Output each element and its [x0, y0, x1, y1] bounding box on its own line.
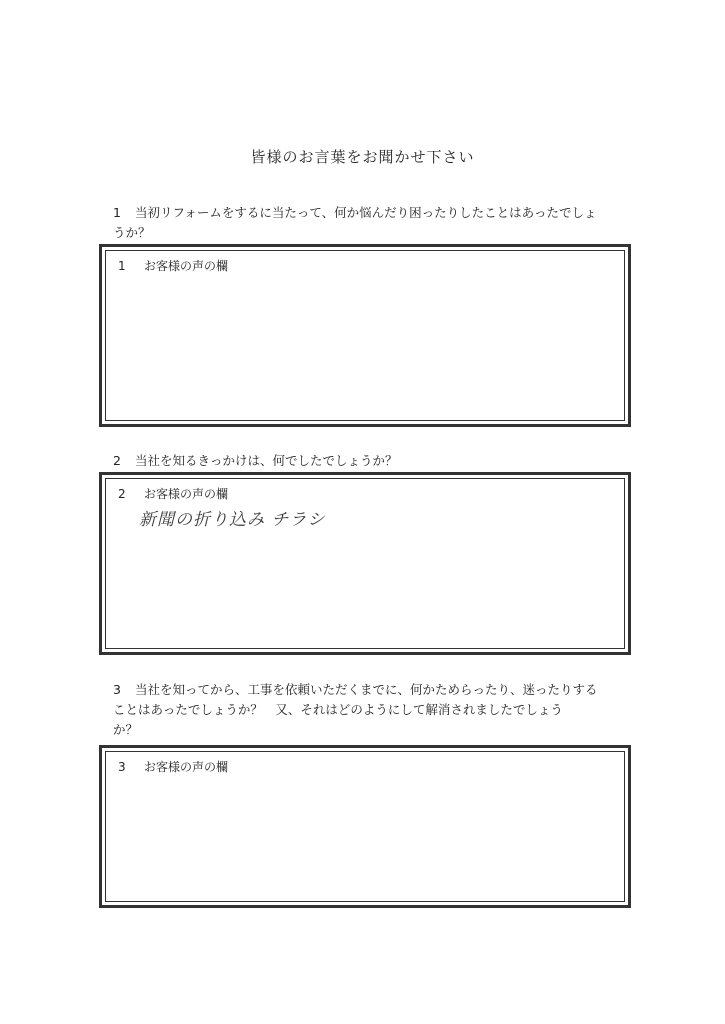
question-number: 3: [113, 682, 121, 697]
answer-box-2: [99, 472, 631, 655]
question-2: [113, 451, 633, 471]
answer-box-inner: [105, 250, 625, 421]
question-text-line: か？: [113, 722, 139, 737]
answer-box-label: [118, 257, 228, 274]
answer-box-3: [99, 745, 631, 908]
question-3: [113, 680, 633, 740]
question-text-line: 当初リフォームをするに当たって、何か悩んだり困ったりしたことはあったでしょ: [135, 205, 597, 220]
question-number: 1: [113, 205, 121, 220]
question-text-line: 当社を知るきっかけは、何でしたでしょうか？: [135, 453, 398, 468]
answer-box-caption: お客様の声の欄: [144, 487, 229, 501]
answer-box-1: [99, 244, 631, 427]
answer-box-number: 3: [118, 760, 126, 774]
answer-box-caption: お客様の声の欄: [144, 760, 229, 774]
question-text-line: 当社を知ってから、工事を依頼いただくまでに、何かためらったり、迷ったりする: [135, 682, 598, 697]
question-text-line: ことはあったでしょうか？ 又、それはどのようにして解消されましたでしょう: [113, 702, 563, 717]
answer-box-label: [118, 485, 228, 502]
question-text-line: うか？: [113, 225, 151, 240]
question-number: 2: [113, 453, 121, 468]
answer-box-number: 2: [118, 487, 126, 501]
answer-box-inner: [105, 478, 625, 649]
answer-box-label: [118, 758, 228, 775]
answer-box-inner: [105, 751, 625, 902]
handwritten-answer: 新聞の折り込み チラシ: [139, 510, 326, 530]
page-title: 皆様のお言葉をお聞かせ下さい: [250, 148, 475, 166]
answer-box-number: 1: [118, 259, 126, 273]
answer-box-caption: お客様の声の欄: [144, 259, 229, 273]
question-1: [113, 203, 633, 243]
